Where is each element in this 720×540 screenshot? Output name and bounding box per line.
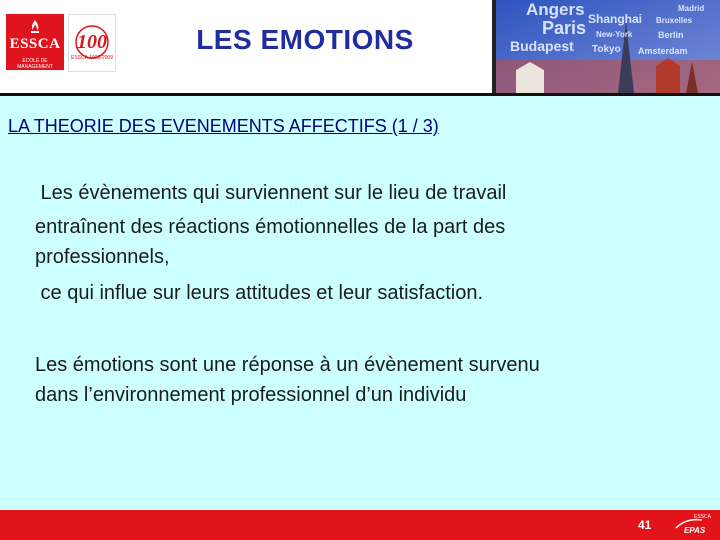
page-number: 41: [638, 518, 652, 532]
essca-logo: [6, 14, 64, 70]
collage-city-label: Madrid: [678, 4, 705, 13]
collage-city-label: Angers: [526, 0, 585, 19]
collage-city-label: Paris: [542, 18, 587, 38]
section-subtitle: LA THEORIE DES EVENEMENTS AFFECTIFS (1 / 3): [8, 116, 439, 136]
slide-header: [0, 0, 720, 96]
centenary-number: 100: [77, 31, 107, 53]
epas-logo-small-text: ESSCA: [694, 514, 711, 520]
collage-city-label: Budapest: [510, 38, 574, 54]
paragraph-line: professionnels,: [35, 246, 170, 268]
paragraph-line: ce qui influe sur leurs attitudes et leur satisfaction.: [35, 282, 484, 304]
epas-logo: [672, 514, 716, 538]
slide-title: LES EMOTIONS: [196, 24, 414, 55]
collage-city-label: Berlin: [658, 30, 684, 40]
collage-city-label: Bruxelles: [656, 16, 693, 25]
collage-city-label: Shanghai: [588, 12, 643, 26]
collage-city-label: Tokyo: [592, 44, 621, 55]
essca-logo-subtitle: ECOLE DE MANAGEMENT: [17, 58, 53, 70]
paragraph-line: Les évènements qui surviennent sur le lieu de travail: [35, 182, 507, 204]
collage-city-label: New-York: [596, 30, 633, 39]
paragraph-line: Les émotions sont une réponse à un évènement survenu: [35, 354, 540, 376]
centenary-logo: [68, 14, 116, 72]
city-collage-image: [492, 0, 720, 93]
centenary-subtitle: ESSCA 1909-2009: [71, 55, 113, 61]
collage-city-label: Amsterdam: [638, 46, 688, 56]
flame-icon: [28, 20, 42, 34]
essca-logo-name: ESSCA: [9, 36, 61, 52]
paragraph-line: dans l’environnement professionnel d’un individu: [35, 384, 467, 406]
paragraph-line: entraînent des réactions émotionnelles de la part des: [35, 216, 506, 238]
slide-footer: [0, 510, 720, 540]
epas-logo-text: EPAS: [684, 526, 706, 535]
header-divider: [0, 93, 720, 96]
